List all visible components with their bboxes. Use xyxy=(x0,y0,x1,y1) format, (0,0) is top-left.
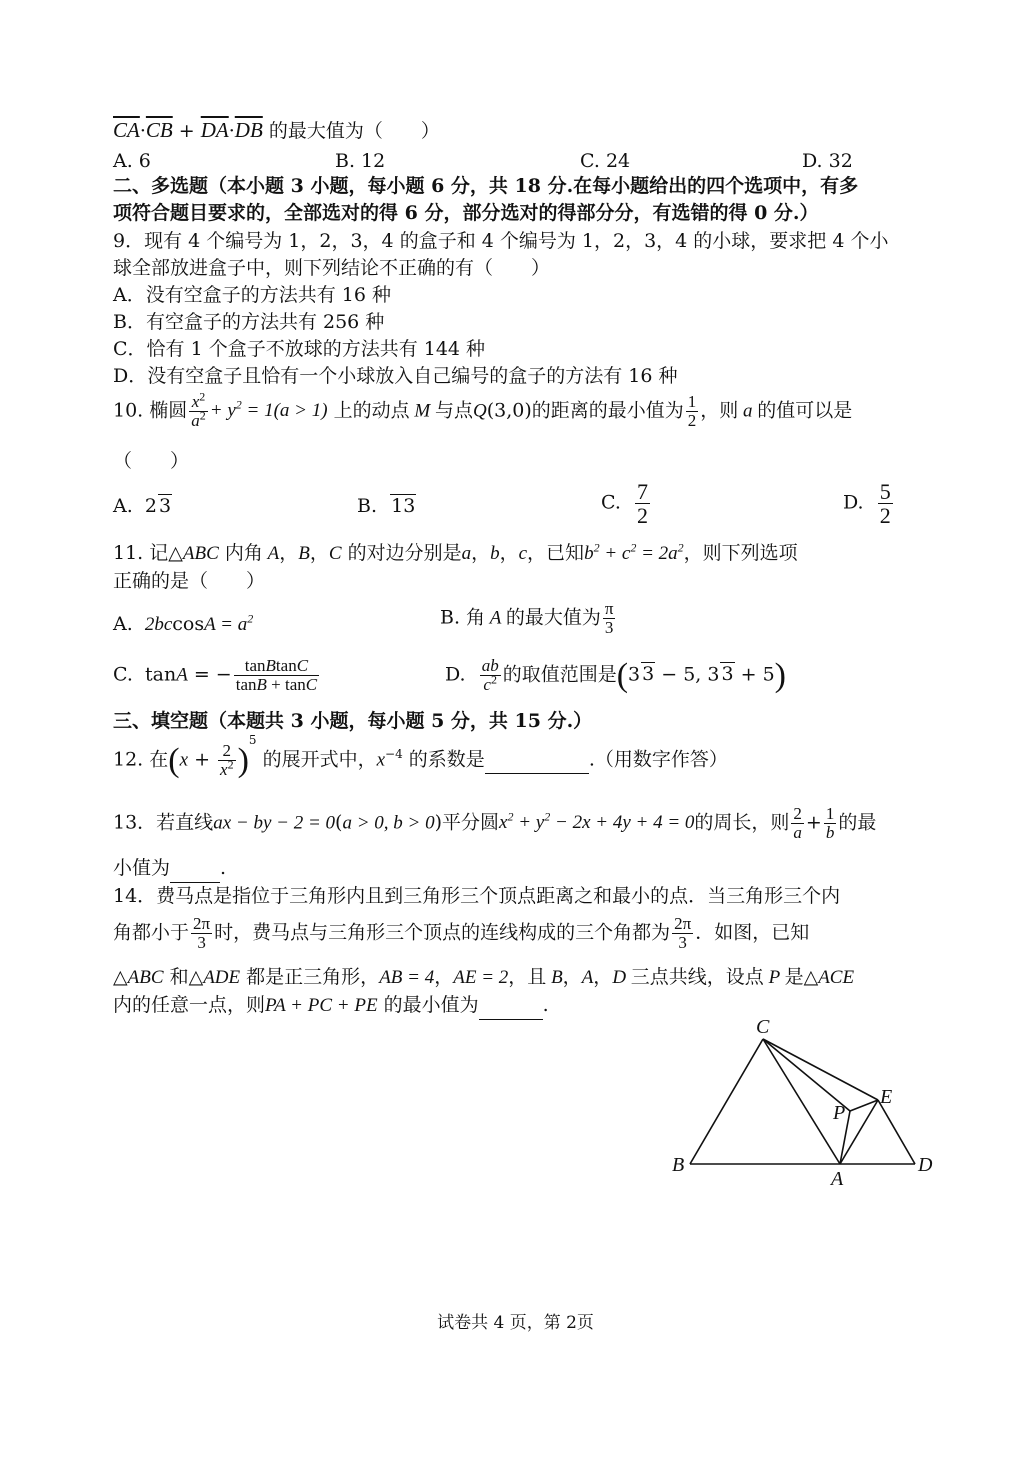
q14-stem-1: 14．费马点是指位于三角形内且到三角形三个顶点距离之和最小的点．当三角形三个内 xyxy=(113,885,841,907)
q11-option-a: A. $2bccosA = a^2$ xyxy=(113,611,254,635)
segment-bc xyxy=(690,1039,763,1164)
q9-option-d: D．没有空盒子且恰有一个小球放入自己编号的盒子的方法有 16 种 xyxy=(113,365,678,387)
q10-option-c: C. $\frac{7}{2}$ xyxy=(601,479,648,529)
geometry-figure xyxy=(668,1015,938,1195)
label-b: B xyxy=(672,1154,685,1176)
q8-option-b: B. 12 xyxy=(335,150,386,172)
label-p: P xyxy=(833,1102,846,1124)
q9-stem-1: 9．现有 4 个编号为 1，2，3，4 的盒子和 4 个编号为 1，2，3，4 的小球，要求把 4 个小 xyxy=(113,230,889,252)
label-e: E xyxy=(880,1086,893,1108)
q8-option-c: C. 24 xyxy=(580,150,631,172)
section2-title: 二、多选题（本小题 3 小题，每小题 6 分，共 18 分.在每小题给出的四个选项中，有多 xyxy=(113,175,859,197)
q13-stem-2: 小值为 . xyxy=(113,855,226,883)
q8-tail: $\overline{CA}\cdot\overline{CB} + \overline{DA}\cdot\overline{DB}$ 的最大值为（ ） xyxy=(113,118,440,142)
q9-option-a: A．没有空盒子的方法共有 16 种 xyxy=(113,284,391,306)
q10-option-b: B. 13 xyxy=(357,495,416,517)
q11-option-d: D. $\frac{ab}{c^2}$ 的取值范围是(3 3 − 5, 3 3 + 5) xyxy=(445,656,786,694)
label-d: D xyxy=(918,1154,933,1176)
label-c: C xyxy=(756,1016,770,1038)
q8-option-a: A. 6 xyxy=(113,150,151,172)
segment-ed xyxy=(878,1100,915,1164)
q8-option-d: D. 32 xyxy=(802,150,853,172)
page-footer: 试卷共 4 页，第 2页 xyxy=(437,1313,594,1333)
q14-stem-3: △ABC 和△ADE 都是正三角形，AB = 4，AE = 2，且 B，A，D 三点共线，设点 P 是△ACE xyxy=(113,966,855,988)
q10-option-a: A. 2 3 xyxy=(113,495,172,517)
q11-option-b: B. 角 A 的最大值为 $\frac{\pi}{3}$ xyxy=(440,599,614,637)
segment-pe xyxy=(850,1100,878,1111)
q11-stem-1: 11. 记△ABC 内角 A，B，C 的对边分别是a，b，c，已知$b^2 + c^2 = 2a^2$，则下列选项 xyxy=(113,540,798,564)
q12-stem: 12. 在(x + $\frac{2}{x^2}$ )$^5$ 的展开式中，$x^{-4}$ 的系数是 .（用数字作答） xyxy=(113,733,728,779)
q11-stem-2: 正确的是（ ） xyxy=(113,570,266,592)
section3-title: 三、填空题（本题共 3 小题，每小题 5 分，共 15 分.） xyxy=(113,710,593,732)
q10-option-d: D. $\frac{5}{2}$ xyxy=(843,479,891,529)
q13-stem: 13．若直线ax − by − 2 = 0(a > 0, b > 0)平分圆$x^2 + y^2 - 2x + 4y + 4 = 0$的周长，则 $\frac{2}{a}$ + $\frac{1}{b}$ 的最 xyxy=(113,804,877,842)
q14-stem-4: 内的任意一点，则PA + PC + PE 的最小值为 . xyxy=(113,992,549,1020)
segment-pc xyxy=(763,1039,850,1111)
q9-option-b: B．有空盒子的方法共有 256 种 xyxy=(113,311,385,333)
q14-stem-2: 角都小于 $\frac{2\pi}{3}$ 时，费马点与三角形三个顶点的连线构成的三个角都为 $\frac{2\pi}{3}$ ．如图，已知 xyxy=(113,914,810,952)
segment-ca xyxy=(763,1039,840,1164)
q9-option-c: C．恰有 1 个盒子不放球的方法共有 144 种 xyxy=(113,338,486,360)
q10-paren: （ ） xyxy=(113,450,190,472)
section2-title-cont: 项符合题目要求的，全部选对的得 6 分，部分选对的得部分分，有选错的得 0 分.） xyxy=(113,202,819,224)
q10-stem: 10. 椭圆 $\frac{x^2}{a^2}$ + $y^2 = 1(a > 1)$ 上的动点 M 与点Q(3,0)的距离的最小值为 $\frac{1}{2}$ ，则 a 的值可以是 xyxy=(113,389,853,430)
segment-ce xyxy=(763,1039,878,1100)
label-a: A xyxy=(831,1168,844,1190)
q9-stem-2: 球全部放进盒子中，则下列结论不正确的有（ ） xyxy=(113,257,551,279)
q11-option-c: C. tanA = − $\frac{\text{tanBtanC}}{\tan B + \tan C}$ xyxy=(113,656,318,694)
